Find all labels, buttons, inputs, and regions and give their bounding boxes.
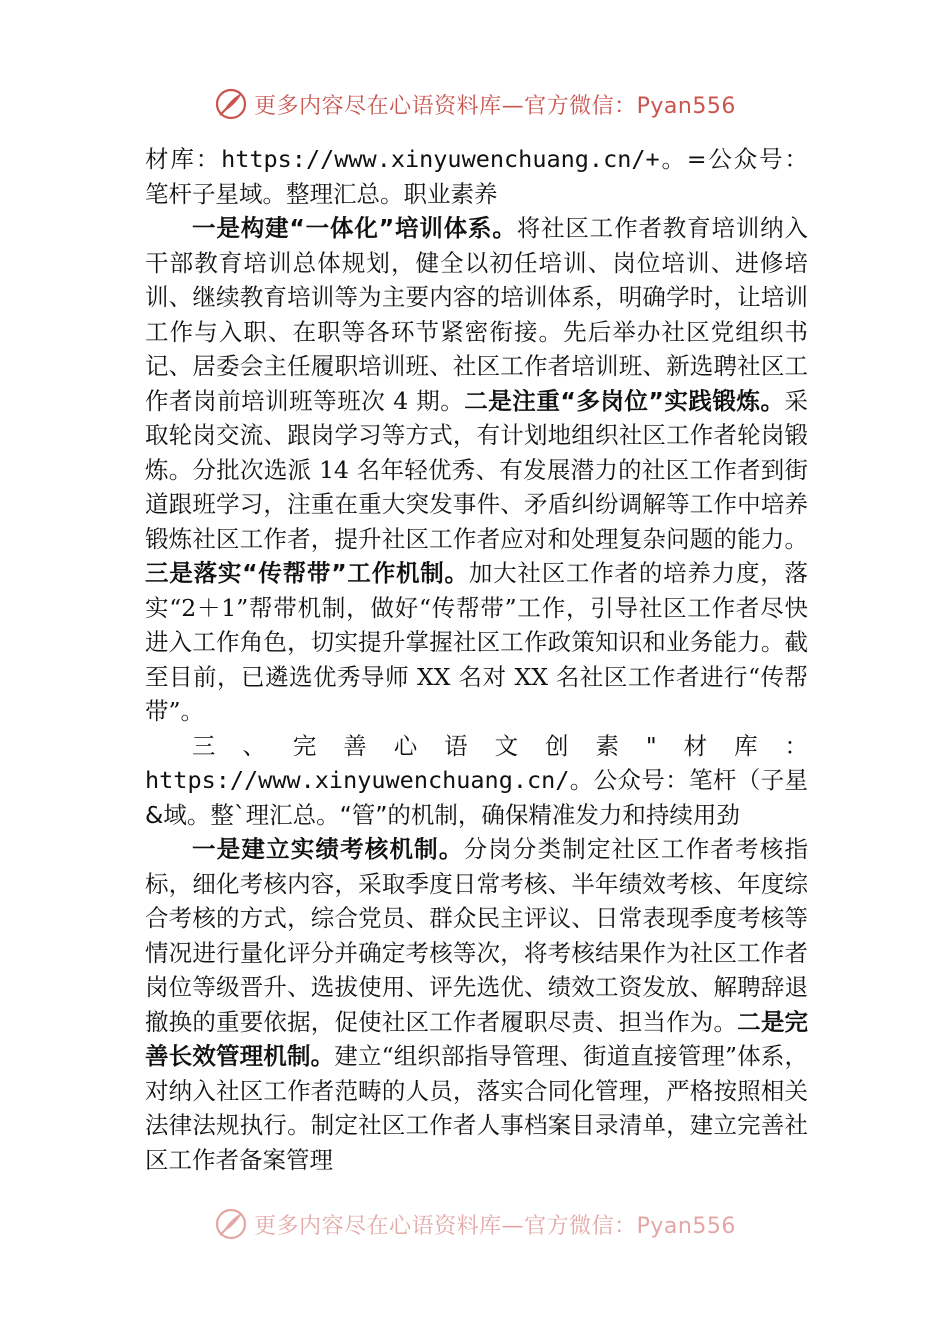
heading-url: https://www.xinyuwenchuang.cn/	[145, 766, 570, 794]
lead-phrase: 二是注重“多岗位”实践锻炼。	[464, 386, 785, 415]
intro-text-end: 。=公众号：笔杆子星域。整理汇总。职业素养	[145, 145, 808, 208]
lead-phrase: 一是建立实绩考核机制。	[192, 835, 464, 863]
document-body	[145, 142, 808, 1177]
header-banner	[0, 84, 950, 124]
paragraph-text: 将社区工作者教育培训纳入干部教育培训总体规划，健全以初任培训、岗位培训、进修培训、继续教育培训等为主要内容的培训体系，明确学时，让培训工作与入职、在职等各环节紧密衔接。先后举办社区党组织书记、居委会主任履职培训班、社区工作者培训班、新选聘社区工作者岗前培训班等班次 4 期。	[145, 214, 809, 415]
lead-phrase: 二是完善长效管理机制。	[145, 1007, 809, 1070]
paragraph-intro	[145, 142, 808, 211]
section-heading	[145, 729, 808, 833]
intro-text: 材库：	[145, 145, 222, 173]
quill-logo-icon	[214, 87, 248, 121]
footer-banner-text: 更多内容尽在心语资料库—官方微信：Pyan556	[254, 1213, 736, 1239]
footer-banner	[0, 1204, 950, 1244]
heading-text-end: 。公众号：笔杆（子星&域。整`理汇总。“管”的机制，确保精准发力和持续用劲	[145, 766, 808, 829]
source-url: https://www.xinyuwenchuang.cn/+	[221, 145, 660, 173]
paragraph-text: 建立“组织部指导管理、街道直接管理”体系，对纳入社区工作者范畴的人员，落实合同化管理，严格按照相关法律法规执行。制定社区工作者人事档案目录清单，建立完善社区工作者备案管理	[145, 1042, 809, 1174]
heading-text: 三、完善心语文创素"材库：	[192, 731, 808, 760]
lead-phrase: 一是构建“一体化”培训体系。	[192, 214, 517, 242]
quill-logo-icon	[214, 1207, 248, 1241]
paragraph-text: 加大社区工作者的培养力度，落实“2＋1”帮带机制，做好“传帮带”工作，引导社区工作者尽快进入工作角色，切实提升掌握社区工作政策知识和业务能力。截至目前，已遴选优秀导师 XX 名对 XX 名社区工作者进行“传帮带”。	[145, 559, 809, 725]
lead-phrase: 三是落实“传帮带”工作机制。	[145, 559, 469, 587]
paragraph-training	[145, 211, 808, 729]
paragraph-text: 采取轮岗交流、跟岗学习等方式，有计划地组织社区工作者轮岗锻炼。分批次选派 14 名年轻优秀、有发展潜力的社区工作者到街道跟班学习，注重在重大突发事件、矛盾纠纷调解等工作中培养锻炼社区工作者，提升社区工作者应对和处理复杂问题的能力。	[145, 386, 808, 553]
paragraph-management	[145, 832, 808, 1177]
paragraph-text: 分岗分类制定社区工作者考核指标，细化考核内容，采取季度日常考核、半年绩效考核、年度综合考核的方式，综合党员、群众民主评议、日常表现季度考核等情况进行量化评分并确定考核等次，将考核结果作为社区工作者岗位等级晋升、选拔使用、评先选优、绩效工资发放、解聘辞退撤换的重要依据，促使社区工作者履职尽责、担当作为。	[145, 835, 808, 1036]
banner-text: 更多内容尽在心语资料库—官方微信：Pyan556	[254, 93, 736, 119]
